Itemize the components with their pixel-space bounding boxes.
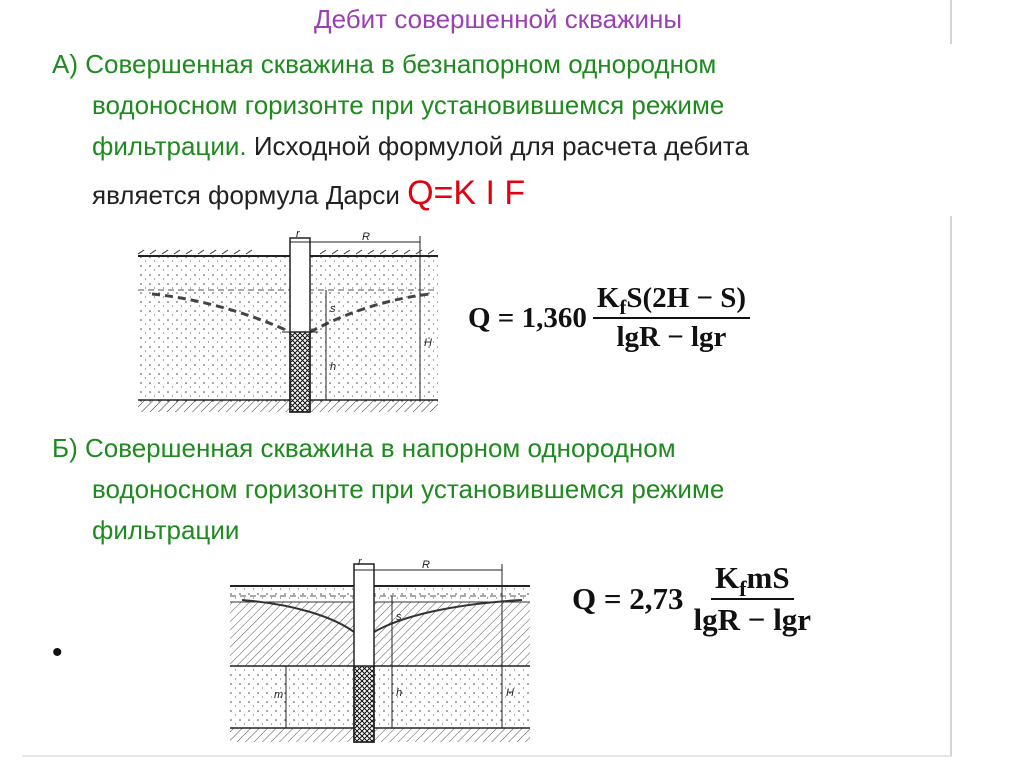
label-H-b: H (506, 687, 514, 699)
formula-b-lhs: Q = 2,73 (572, 581, 684, 616)
section-a-lines: А) Совершенная скважина в безнапорном однородном водоносном горизонте при установившемся режиме фильтрации. Исходной формулой для расчета дебита является формула Дарси Q=K I F (52, 44, 952, 216)
darcy-formula: Q=K I F (407, 174, 526, 212)
label-m: m (274, 689, 284, 701)
diagram-confined-well (202, 556, 532, 746)
label-h: h (330, 361, 337, 373)
section-a-black-text-1: Исходной формулой для расчета дебита (253, 131, 749, 161)
label-R-b: R (422, 559, 430, 571)
formula-confined: Q = 2,73 $\frac{K_fmS}{\lg R - \lg r}$ (572, 560, 812, 637)
slide-title: Дебит совершенной скважины (314, 4, 683, 34)
diagram-unconfined-well (130, 228, 450, 418)
formula-unconfined: Q = 1,360 $\frac{K_fS(2H - S)}{\lg R - \lg r}$ (468, 282, 750, 354)
slide (22, 0, 952, 757)
formula-a-lhs: Q = 1,360 (468, 301, 587, 334)
bullet-point: • (52, 636, 63, 669)
label-r: r (296, 228, 300, 240)
label-H: H (424, 337, 432, 349)
section-b-marker: Б) (52, 433, 78, 463)
label-r-b: r (358, 556, 362, 568)
label-s: s (330, 303, 336, 315)
section-a-black-text-2: является формула Дарси (92, 180, 400, 210)
section-b-text: Б) Совершенная скважина в напорном однородном водоносном горизонте при установившемся режиме фильтрации (52, 433, 725, 545)
label-h-b: h (396, 687, 403, 699)
label-s-b: s (396, 611, 402, 623)
label-R: R (362, 231, 370, 243)
